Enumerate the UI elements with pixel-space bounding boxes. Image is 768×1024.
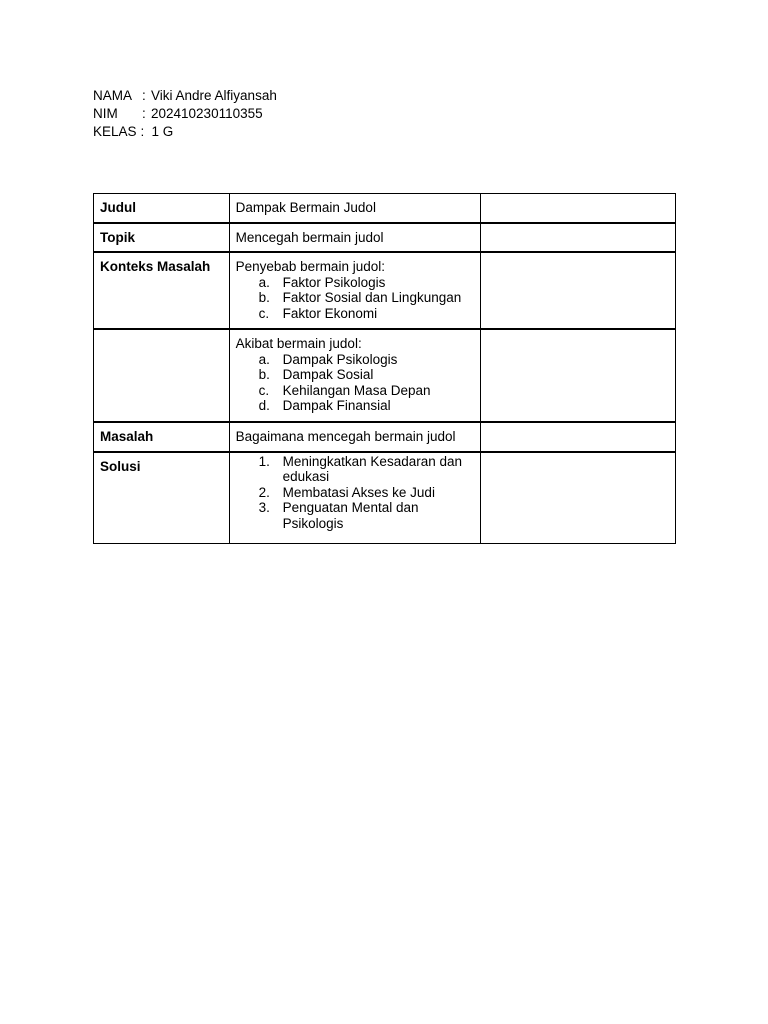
list-text: Dampak Finansial: [282, 398, 391, 413]
nim-label: NIM: [93, 106, 118, 121]
penyebab-block: [230, 253, 480, 327]
table-row-akibat: [94, 329, 676, 422]
akibat-intro: Akibat bermain judol:: [235, 336, 362, 351]
masalah-empty-cell: [481, 422, 676, 452]
list-marker: 1.: [258, 453, 270, 469]
list-text: Dampak Sosial: [282, 367, 374, 382]
nim-value: 202410230110355: [151, 106, 263, 121]
solusi-empty-cell: [481, 452, 676, 544]
solusi-block: [230, 453, 480, 538]
topik-value: Mencegah bermain judol: [235, 229, 384, 245]
list-marker: c.: [258, 305, 270, 321]
list-marker: c.: [258, 382, 270, 398]
list-marker: 2.: [258, 484, 270, 500]
akibat-empty-cell: [481, 329, 676, 422]
list-text: Meningkatkan Kesadaran dan edukasi: [282, 453, 463, 484]
table-row-konteks: [94, 252, 676, 329]
topik-empty-cell: [481, 223, 676, 253]
nama-separator: :: [142, 88, 146, 103]
list-item: [236, 485, 474, 501]
akibat-block: [230, 330, 480, 420]
kelas-label: KELAS: [93, 124, 137, 139]
list-marker: b.: [258, 290, 270, 305]
list-text: Penguatan Mental dan Psikologis: [282, 500, 419, 531]
topik-label: Topik: [100, 229, 135, 245]
list-item: [236, 383, 474, 399]
list-item: [236, 454, 474, 485]
kelas-separator: :: [140, 124, 145, 139]
student-info: [93, 87, 277, 141]
list-marker: b.: [258, 367, 270, 382]
nama-value: Viki Andre Alfiyansah: [151, 88, 277, 103]
problem-table: [93, 193, 676, 544]
masalah-value: Bagaimana mencegah bermain judol: [235, 429, 456, 444]
penyebab-intro: Penyebab bermain judol:: [235, 259, 385, 274]
solusi-list: [236, 454, 474, 532]
list-marker: 3.: [258, 500, 270, 515]
solusi-label: Solusi: [100, 458, 141, 474]
nim-separator: :: [142, 106, 146, 121]
table-row-masalah: [94, 422, 676, 452]
list-item: [236, 367, 474, 383]
list-item: [236, 306, 474, 322]
list-text: Faktor Ekonomi: [282, 305, 378, 321]
judul-value: Dampak Bermain Judol: [235, 200, 376, 215]
list-marker: d.: [258, 398, 270, 413]
nama-row: [93, 87, 277, 105]
list-item: [236, 290, 474, 306]
kelas-value: 1 G: [151, 124, 174, 139]
list-item: [236, 275, 474, 291]
list-item: [236, 500, 474, 531]
judul-label: Judul: [100, 200, 136, 215]
list-item: [236, 352, 474, 368]
table-row-solusi: [94, 452, 676, 544]
penyebab-list: [236, 275, 474, 322]
akibat-list: [236, 352, 474, 414]
list-text: Dampak Psikologis: [282, 351, 398, 367]
konteks-label: Konteks Masalah: [100, 259, 211, 274]
list-text: Kehilangan Masa Depan: [282, 382, 431, 398]
list-text: Faktor Sosial dan Lingkungan: [282, 290, 462, 305]
konteks-empty-cell: [481, 252, 676, 329]
kelas-row: [93, 123, 277, 141]
masalah-label: Masalah: [100, 429, 154, 444]
list-item: [236, 398, 474, 414]
list-text: Membatasi Akses ke Judi: [282, 484, 435, 500]
list-text: Faktor Psikologis: [282, 274, 386, 290]
nama-label: NAMA: [93, 88, 133, 103]
akibat-empty-label-cell: [94, 329, 230, 422]
list-marker: a.: [258, 351, 270, 367]
nim-row: [93, 105, 277, 123]
list-marker: a.: [258, 274, 270, 290]
judul-empty-cell: [481, 194, 676, 223]
table-row-topik: [94, 223, 676, 253]
table-row-judul: [94, 194, 676, 223]
